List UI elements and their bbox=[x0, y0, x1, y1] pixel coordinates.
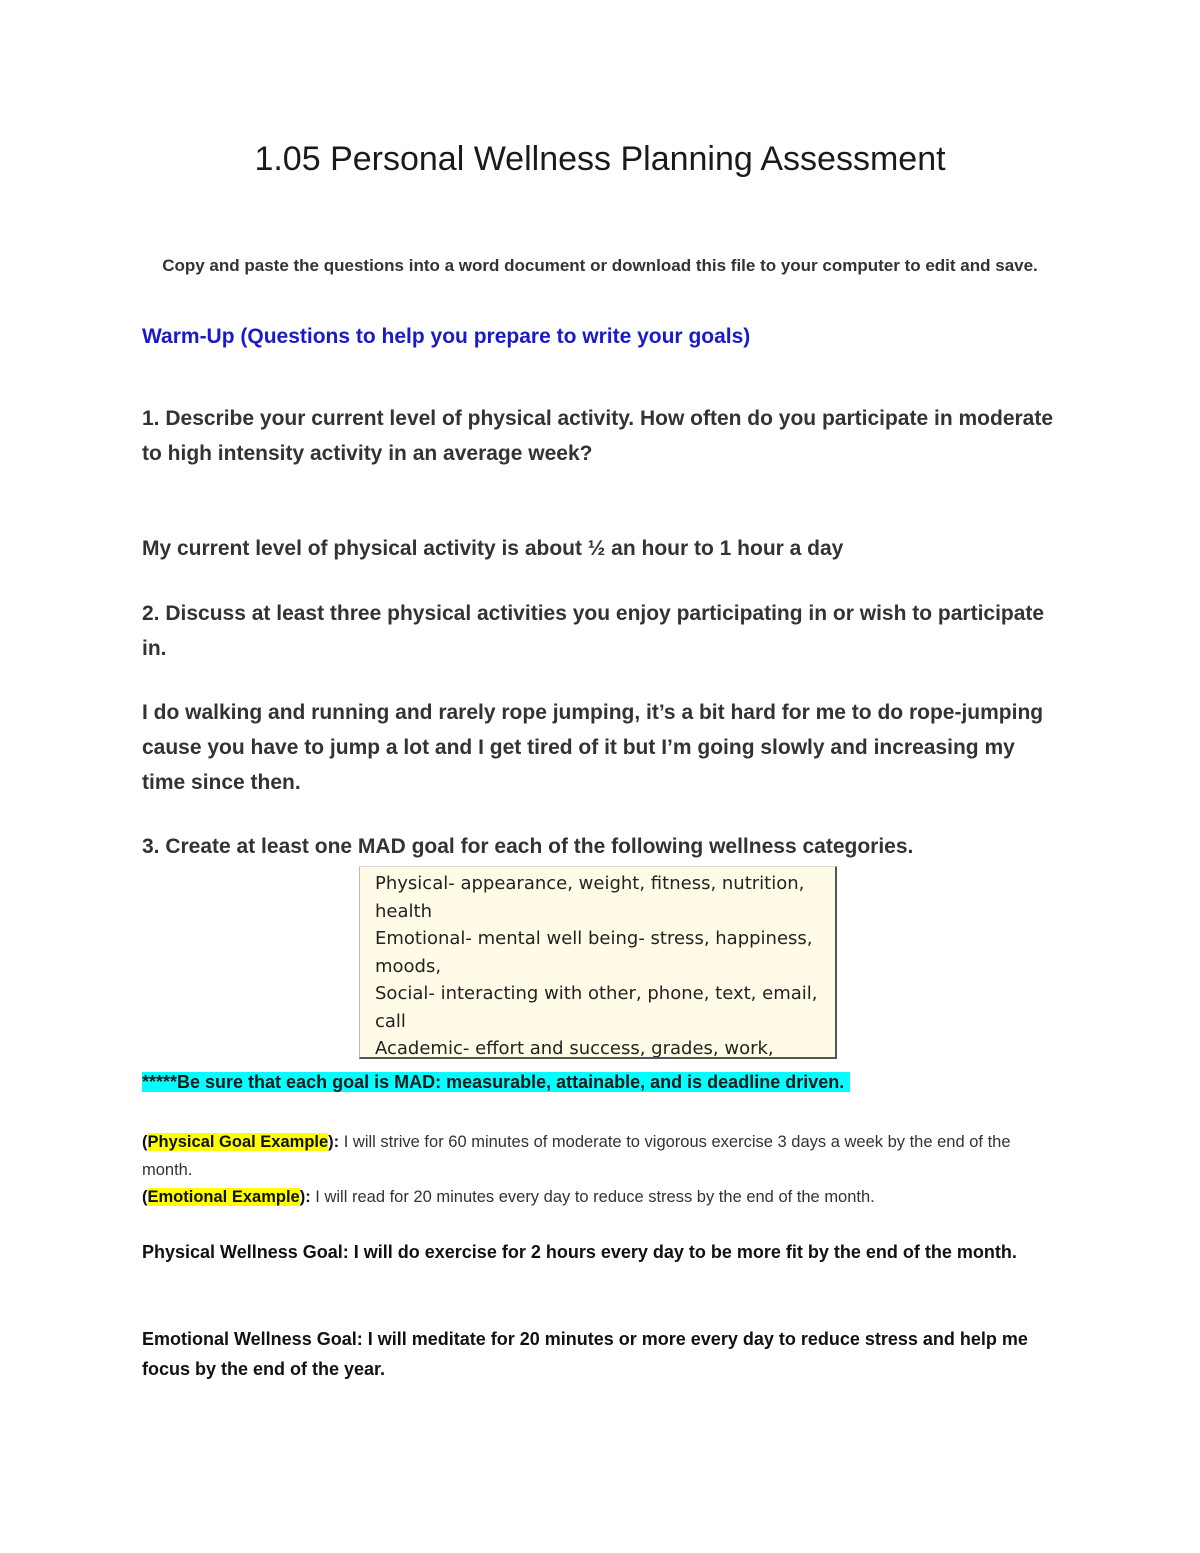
physical-example-open: ( bbox=[142, 1133, 148, 1151]
category-emotional: Emotional- mental well being- stress, happiness, moods, bbox=[375, 928, 813, 977]
answer-2: I do walking and running and rarely rope jumping, it’s a bit hard for me to do rope-jumping cause you have to jump a lot and I get tired of it but I’m going slowly and increasing my time since then. bbox=[142, 701, 1044, 794]
wellness-categories-box bbox=[359, 866, 837, 1059]
question-1: 1. Describe your current level of physical activity. How often do you participate in moderate to high intensity activity in an average week? bbox=[142, 407, 1054, 465]
question-3: 3. Create at least one MAD goal for each of the following wellness categories. bbox=[142, 835, 914, 858]
category-academic: Academic- effort and success, grades, work, bbox=[375, 1038, 774, 1059]
emotional-example-open: ( bbox=[142, 1188, 148, 1206]
category-social: Social- interacting with other, phone, text, email, call bbox=[375, 983, 818, 1032]
category-physical: Physical- appearance, weight, fitness, nutrition, health bbox=[375, 873, 805, 922]
emotional-example-close: ): bbox=[299, 1188, 311, 1206]
emotional-example-label: Emotional Example bbox=[147, 1188, 300, 1206]
emotional-example bbox=[142, 1183, 1057, 1211]
mad-note bbox=[142, 1071, 850, 1094]
physical-wellness-goal: Physical Wellness Goal: I will do exercise for 2 hours every day to be more fit by the end of the month. bbox=[142, 1242, 1017, 1262]
physical-example-close: ): bbox=[328, 1133, 340, 1151]
page-title: 1.05 Personal Wellness Planning Assessment bbox=[254, 140, 946, 178]
answer-1: My current level of physical activity is about ½ an hour to 1 hour a day bbox=[142, 537, 844, 560]
emotional-wellness-goal: Emotional Wellness Goal: I will meditate for 20 minutes or more every day to reduce stress and help me focus by the end of the year. bbox=[142, 1329, 1028, 1379]
mad-note-text: *****Be sure that each goal is MAD: measurable, attainable, and is deadline driven. bbox=[142, 1072, 850, 1092]
physical-example-text: I will strive for 60 minutes of moderate to vigorous exercise 3 days a week by the end of the month. bbox=[142, 1133, 1011, 1179]
question-2: 2. Discuss at least three physical activities you enjoy participating in or wish to participate in. bbox=[142, 602, 1045, 660]
physical-example-label: Physical Goal Example bbox=[147, 1133, 329, 1151]
warmup-heading: Warm-Up (Questions to help you prepare to write your goals) bbox=[142, 325, 751, 348]
emotional-example-text: I will read for 20 minutes every day to reduce stress by the end of the month. bbox=[310, 1188, 875, 1206]
instruction-text: Copy and paste the questions into a word document or download this file to your computer to edit and save. bbox=[162, 256, 1038, 275]
physical-example bbox=[142, 1128, 1057, 1184]
